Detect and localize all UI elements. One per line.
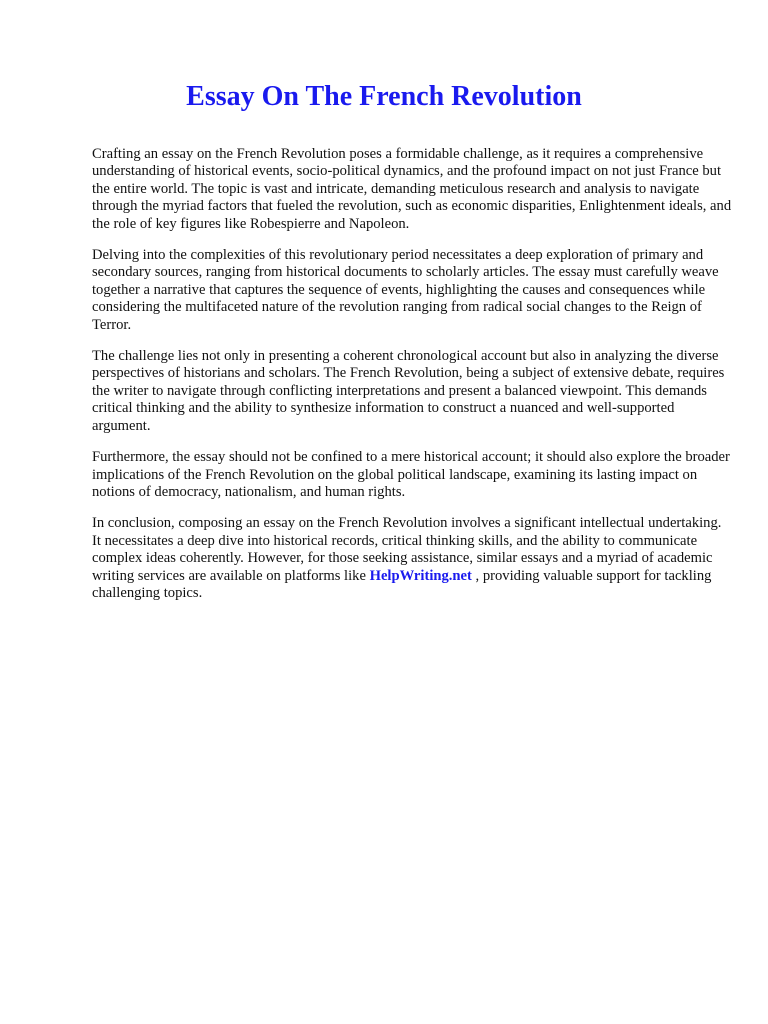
paragraph-4: Furthermore, the essay should not be confined to a mere historical account; it should also explore the broader implications of the French Revolution on the global political landscape, examining its lasting impact on notions of democracy, nationalism, and human rights.	[92, 449, 730, 500]
helpwriting-link[interactable]: HelpWriting.net	[369, 567, 472, 584]
essay-body	[92, 146, 732, 616]
conclusion-text-after-link: , providing valuable support for tackling challenging topics.	[92, 567, 712, 601]
page-title: Essay On The French Revolution	[186, 81, 582, 112]
paragraph-5	[92, 515, 732, 602]
paragraph-1: Crafting an essay on the French Revolution poses a formidable challenge, as it requires a comprehensive understanding of historical events, socio-political dynamics, and the profound impact on not just France but the entire world. The topic is vast and intricate, demanding meticulous research and analysis to navigate through the myriad factors that fueled the revolution, such as economic disparities, Enlightenment ideals, and the role of key figures like Robespierre and Napoleon.	[92, 146, 732, 232]
conclusion-text-before-link: In conclusion, composing an essay on the French Revolution involves a significant intellectual undertaking. It necessitates a deep dive into historical records, critical thinking skills, and the ability to communicate complex ideas coherently. However, for those seeking assistance, similar essays and a myriad of academic writing services are available on platforms like	[92, 515, 722, 584]
paragraph-3: The challenge lies not only in presenting a coherent chronological account but also in analyzing the diverse perspectives of historians and scholars. The French Revolution, being a subject of extensive debate, requires the writer to navigate through conflicting interpretations and present a balanced viewpoint. This demands critical thinking and the ability to synthesize information to construct a nuanced and well-supported argument.	[92, 348, 725, 434]
paragraph-2: Delving into the complexities of this revolutionary period necessitates a deep exploration of primary and secondary sources, ranging from historical documents to scholarly articles. The essay must carefully weave together a narrative that captures the sequence of events, highlighting the causes and consequences while considering the multifaceted nature of the revolution ranging from radical social changes to the Reign of Terror.	[92, 247, 719, 333]
